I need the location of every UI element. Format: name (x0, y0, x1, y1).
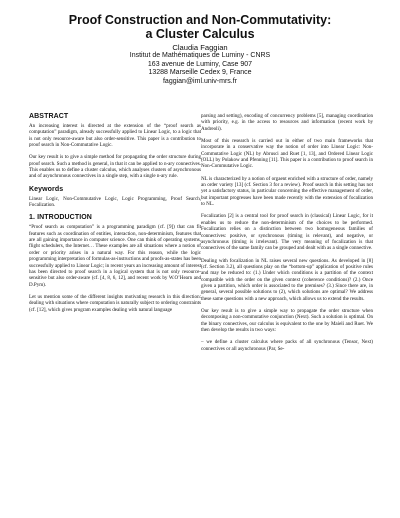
keywords-heading: Keywords (29, 185, 64, 193)
left-column (29, 113, 201, 319)
body-paragraph-7: – we define a cluster calculus where packs of all synchronous (Tensor, Next) connectives or all asynchronous (Par, Se- (201, 339, 373, 352)
author-affiliation: Institut de Mathématiques de Luminy - CNRS (129, 52, 271, 60)
introduction-paragraph-1: “Proof search as computation” is a programming paradigm (cf. [9]) that can fit features such as coordination of entities, interaction, non-determinism, features that are all gaining importance in computer science. One can think of operating systems, flight schedulers, the Internet… These examples are all situations where a notion of order or priority arises in a natural way. For this reason, while the logic programming interpretation of formulas-as-instructions and proofs-as-states has been successfully applied to Linear Logic; in recent years an increasing amount of interest has been directed to proof search in a logical system that is not only resource-sensitive but also order-aware (cf. [4, 8, 6, 12], and recent work by W.O’Hearn and D.Pym). (29, 224, 201, 288)
body-paragraph-2: Most of this research is carried out in either of two main frameworks that incorporate in a conservative way the notion of order into Linear Logic: Non-Commutative Logic (NL) by Abrusci and Ruet [1, 13], and Ordered Linear Logic (OLL) by Polakow and Pfenning [11]. This paper is a contribution to proof search in Non-Commutative Logic. (201, 138, 373, 170)
author-name: Claudia Faggian (172, 43, 228, 52)
abstract-paragraph-2: Our key result is to give a simple method for propagating the order structure during proof search. Such a method is general, in that it can be applied to n-ary connectives. This enables us to define a cluster calculus, which analyses clusters of asynchronous and of asynchronous connectives in a single step, with a single n-ary rule. (29, 154, 201, 180)
paper-title (0, 13, 400, 41)
keywords-text: Linear Logic, Non-Commutative Logic, Logic Programming, Proof Search, Focalization. (29, 195, 201, 209)
author-block (0, 44, 400, 86)
body-paragraph-3: NL is characterized by a notion of orgaent enriched with a structure of order, namely an order variety [13] (cf. Section 3 for a review). Proof search in this setting has not yet a satisfactory status, in particular concerning the effective management of order, but important progresses have been made recently with the extension of focalization to NL. (201, 175, 373, 208)
body-paragraph-4: Focalization [2] is a central tool for proof search in (classical) Linear Logic, for it enables us to reduce the non-determinism of the choices to be performed. Focalization relies on a distinction between two homogeneous families of connectives: positive, or synchronous (timing is relevant), and negative, or asynchronous (timing is irrelevant). The very meaning of focalization is that connectives of the same family can be grouped and dealt with as a single connective. (201, 213, 373, 252)
right-column (201, 113, 373, 358)
author-email: faggian@iml.univ-mrs.fr (162, 77, 237, 85)
author-city: 13288 Marseille Cedex 9, France (148, 69, 252, 77)
body-paragraph-6: Our key result is to give a simple way to propagate the order structure when decomposing a non-commutative conjunction (Next). Such a solution is optimal. On the binary connectives, our calculus is equivalent to the one by Maieli and Ruet. We then develop the results in two ways: (201, 307, 373, 333)
introduction-paragraph-2: Let us mention some of the different insights motivating research in this direction: dealing with situations where computation is naturally subject to ordering constraints (cf. [12], which gives program examples dealing with natural language (29, 293, 201, 313)
author-street: 163 avenue de Luminy, Case 907 (147, 60, 253, 68)
title-line-1: Proof Construction and Non-Commutativity: (68, 13, 332, 27)
body-paragraph-1: parsing and setting), encoding of concurrency problems [5], managing coordination with priority, e.g. in the access to resources and information (recent work by Andreoli). (201, 113, 373, 132)
title-line-2: a Cluster Calculus (145, 27, 255, 41)
abstract-heading: ABSTRACT (29, 113, 69, 120)
abstract-paragraph-1: An increasing interest is directed at the extension of the “proof search as computation” paradigm, already successfully applied to Linear Logic, to a logic that is not only resource-aware but also order-sensitive. This paper is a contribution to proof search in Non-Commutative Logic. (29, 123, 201, 149)
introduction-heading: 1. INTRODUCTION (29, 214, 92, 222)
body-paragraph-5: Dealing with focalization in NL raises several new questions. As developed in [8] (cf. Section 3.2), all questions play on the “bottom-up” application of positive rules and may be reduced to: (1.) Under which conditions is a partition of the context compatible with the order on the given context (coherence conditions)? (2.) Once given a partition, which order is associated to the premises? (3.) Since there are, in general, several possible solutions to (2), which solutions are optimal? We address these same questions with a new approach, which allows us to extend the results. (201, 257, 373, 302)
